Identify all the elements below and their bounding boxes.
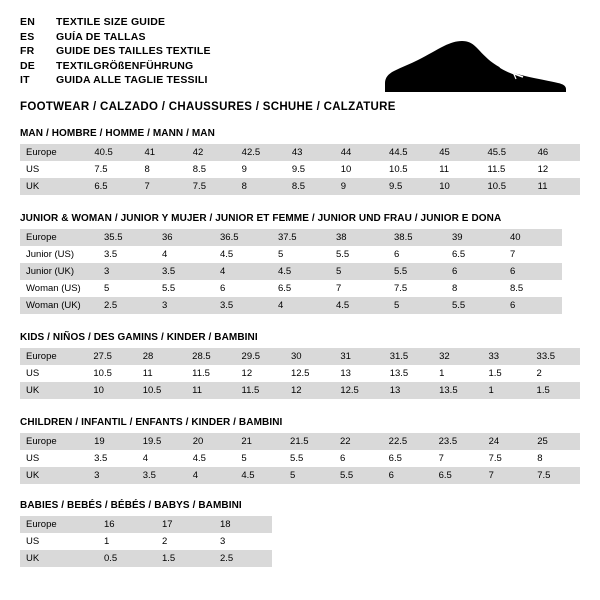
- table-row: [20, 280, 562, 297]
- size-table-kids: [20, 348, 580, 399]
- cell: 42: [187, 144, 236, 161]
- cell: 21: [235, 433, 284, 450]
- cell: 2.5: [98, 297, 156, 314]
- cell: 7: [336, 283, 342, 294]
- cell: 31.5: [384, 348, 433, 365]
- cell: 7.5: [94, 164, 108, 175]
- cell: 44: [335, 144, 383, 161]
- cell: 8: [452, 283, 458, 294]
- cell: 11.5: [487, 164, 506, 175]
- cell: 3: [88, 467, 137, 484]
- cell: 19: [88, 433, 137, 450]
- language-code: DE: [20, 59, 35, 72]
- cell: 13.5: [433, 382, 482, 399]
- cell: 7.5: [531, 467, 580, 484]
- cell: 5.5: [388, 263, 446, 280]
- row-label: UK: [20, 382, 87, 399]
- cell: 17: [156, 516, 214, 533]
- size-table-babies: [20, 516, 272, 567]
- cell: 22.5: [383, 433, 433, 450]
- cell: 4.5: [192, 453, 206, 464]
- table-row: [20, 433, 580, 450]
- cell: 36: [156, 229, 214, 246]
- cell: 4.5: [220, 249, 234, 260]
- table-row: [20, 229, 562, 246]
- cell: 6: [446, 263, 504, 280]
- row-label: US: [26, 453, 40, 464]
- language-code: IT: [20, 74, 30, 86]
- section-babies: [20, 500, 580, 567]
- cell: 42.5: [236, 144, 286, 161]
- cell: 7.5: [187, 178, 236, 195]
- cell: 45.5: [481, 144, 531, 161]
- cell: 9.5: [383, 178, 433, 195]
- row-label: Junior (UK): [20, 263, 98, 280]
- cell: 13: [384, 382, 433, 399]
- cell: 5: [284, 467, 334, 484]
- row-label: US: [26, 536, 40, 547]
- language-list-body: [20, 16, 211, 89]
- row-label: Europe: [20, 144, 88, 161]
- row-label: Europe: [20, 229, 98, 246]
- table-row: [20, 297, 562, 314]
- size-table-children: [20, 433, 580, 484]
- language-text: GUIDE DES TAILLES TEXTILE: [56, 45, 211, 57]
- language-code: EN: [20, 16, 35, 28]
- cell: 6: [220, 283, 226, 294]
- cell: 7: [138, 178, 186, 195]
- cell: 5.5: [334, 467, 383, 484]
- cell: 3: [98, 263, 156, 280]
- cell: 10: [340, 164, 352, 175]
- cell: 6: [504, 263, 562, 280]
- cell: 18: [214, 516, 272, 533]
- cell: 5: [330, 263, 388, 280]
- cell: 27.5: [87, 348, 136, 365]
- cell: 12: [537, 164, 549, 175]
- document-header: [20, 16, 580, 112]
- section-kids: [20, 332, 580, 399]
- cell: 9: [241, 164, 247, 175]
- cell: 3.5: [156, 263, 214, 280]
- cell: 10.5: [389, 164, 408, 175]
- cell: 1.5: [488, 368, 502, 379]
- cell: 3.5: [94, 453, 108, 464]
- dress-shoe-icon: [380, 34, 570, 96]
- cell: 32: [433, 348, 482, 365]
- table-row: [20, 550, 272, 567]
- section-junior-woman: [20, 213, 580, 314]
- section-title: CHILDREN / INFANTIL / ENFANTS / KINDER / BAMBINI: [20, 417, 283, 428]
- cell: 5.5: [290, 453, 304, 464]
- cell: 5.5: [336, 249, 350, 260]
- cell: 12.5: [334, 382, 383, 399]
- cell: 4: [162, 249, 168, 260]
- cell: 3: [156, 297, 214, 314]
- cell: 4.5: [235, 467, 284, 484]
- cell: 0.5: [98, 550, 156, 567]
- cell: 5.5: [162, 283, 176, 294]
- cell: 1.5: [531, 382, 580, 399]
- language-code: ES: [20, 30, 35, 43]
- cell: 5: [241, 453, 247, 464]
- table-row: [20, 144, 580, 161]
- table-row: [20, 348, 580, 365]
- cell: 11: [186, 382, 235, 399]
- language-text: GUÍA DE TALLAS: [56, 30, 146, 43]
- cell: 10: [87, 382, 136, 399]
- cell: 11: [439, 164, 450, 175]
- cell: 46: [532, 144, 580, 161]
- cell: 33: [483, 348, 531, 365]
- cell: 1.5: [156, 550, 214, 567]
- size-table-junior-woman: [20, 229, 562, 314]
- cell: 29.5: [236, 348, 285, 365]
- section-title: JUNIOR & WOMAN / JUNIOR Y MUJER / JUNIOR ET FEMME / JUNIOR UND FRAU / JUNIOR E DONA: [20, 213, 502, 224]
- cell: 44.5: [383, 144, 433, 161]
- cell: 6.5: [433, 467, 483, 484]
- language-row: [20, 31, 211, 46]
- cell: 11.5: [192, 368, 210, 379]
- cell: 8.5: [192, 164, 206, 175]
- cell: 11: [142, 368, 153, 379]
- language-list: [20, 16, 211, 89]
- cell: 3.5: [214, 297, 272, 314]
- cell: 4.5: [272, 263, 330, 280]
- cell: 3.5: [137, 467, 187, 484]
- row-label: US: [26, 164, 40, 175]
- cell: 9: [335, 178, 383, 195]
- cell: 45: [433, 144, 481, 161]
- page-title: FOOTWEAR / CALZADO / CHAUSSURES / SCHUHE / CALZATURE: [20, 100, 396, 113]
- cell: 6: [383, 467, 433, 484]
- language-row: [20, 74, 211, 89]
- cell: 5: [278, 249, 284, 260]
- language-row: [20, 45, 211, 60]
- language-text: TEXTILE SIZE GUIDE: [56, 16, 166, 28]
- cell: 11: [532, 178, 580, 195]
- cell: 6: [504, 297, 562, 314]
- cell: 4: [142, 453, 149, 464]
- cell: 13.5: [389, 368, 409, 379]
- table-row: [20, 516, 272, 533]
- cell: 13: [340, 368, 351, 379]
- cell: 1: [104, 536, 110, 547]
- cell: 6.5: [388, 453, 402, 464]
- row-label: Europe: [20, 516, 98, 533]
- cell: 8: [144, 164, 150, 175]
- cell: 5: [104, 283, 110, 294]
- row-label: Junior (US): [26, 249, 75, 260]
- table-row: [20, 178, 580, 195]
- row-label: Europe: [20, 348, 87, 365]
- cell: 40: [504, 229, 562, 246]
- cell: 8.5: [510, 283, 524, 294]
- cell: 28.5: [186, 348, 235, 365]
- cell: 4: [272, 297, 330, 314]
- cell: 4: [187, 467, 236, 484]
- cell: 6.5: [452, 249, 466, 260]
- row-label: Woman (UK): [20, 297, 98, 314]
- cell: 7.5: [488, 453, 502, 464]
- cell: 5: [388, 297, 446, 314]
- row-label: UK: [20, 467, 88, 484]
- cell: 22: [334, 433, 383, 450]
- cell: 6.5: [278, 283, 292, 294]
- cell: 4.5: [330, 297, 388, 314]
- cell: 20: [187, 433, 236, 450]
- cell: 7: [510, 249, 516, 260]
- cell: 11.5: [236, 382, 285, 399]
- cell: 8: [537, 453, 543, 464]
- cell: 8.5: [286, 178, 335, 195]
- cell: 21.5: [284, 433, 334, 450]
- language-row: [20, 60, 211, 75]
- cell: 35.5: [98, 229, 156, 246]
- table-row: [20, 467, 580, 484]
- cell: 7: [483, 467, 532, 484]
- row-label: Woman (US): [26, 283, 81, 294]
- cell: 43: [286, 144, 335, 161]
- cell: 10.5: [481, 178, 531, 195]
- section-title: BABIES / BEBÉS / BÉBÉS / BABYS / BAMBINI: [20, 500, 242, 511]
- cell: 38.5: [388, 229, 446, 246]
- cell: 33.5: [531, 348, 580, 365]
- table-row: [20, 161, 580, 178]
- table-row: [20, 533, 272, 550]
- cell: 6.5: [88, 178, 138, 195]
- cell: 2: [536, 368, 542, 379]
- cell: 39: [446, 229, 504, 246]
- language-row: [20, 16, 211, 31]
- cell: 9.5: [291, 164, 306, 175]
- cell: 2.5: [214, 550, 272, 567]
- cell: 40.5: [88, 144, 138, 161]
- cell: 8: [236, 178, 286, 195]
- row-label: UK: [20, 550, 98, 567]
- cell: 28: [137, 348, 186, 365]
- cell: 7: [438, 453, 444, 464]
- cell: 7.5: [394, 283, 408, 294]
- cell: 3: [220, 536, 226, 547]
- cell: 23.5: [433, 433, 483, 450]
- cell: 30: [285, 348, 334, 365]
- table-row: [20, 246, 562, 263]
- section-title: MAN / HOMBRE / HOMME / MANN / MAN: [20, 128, 215, 139]
- table-row: [20, 263, 562, 280]
- cell: 38: [330, 229, 388, 246]
- cell: 2: [162, 536, 168, 547]
- cell: 5.5: [446, 297, 504, 314]
- row-label: US: [26, 368, 40, 379]
- language-text: GUIDA ALLE TAGLIE TESSILI: [56, 74, 208, 86]
- cell: 19.5: [137, 433, 187, 450]
- cell: 31: [334, 348, 383, 365]
- table-row: [20, 450, 580, 467]
- cell: 1: [483, 382, 531, 399]
- cell: 4: [214, 263, 272, 280]
- section-man: [20, 128, 580, 195]
- cell: 16: [98, 516, 156, 533]
- table-row: [20, 382, 580, 399]
- table-row: [20, 365, 580, 382]
- section-children: [20, 417, 580, 484]
- cell: 36.5: [214, 229, 272, 246]
- cell: 37.5: [272, 229, 330, 246]
- row-label: Europe: [20, 433, 88, 450]
- section-title: KIDS / NIÑOS / DES GAMINS / KINDER / BAMBINI: [20, 332, 258, 343]
- cell: 3.5: [104, 249, 118, 260]
- cell: 1: [439, 368, 445, 379]
- language-text: TEXTILGRÖßENFÜHRUNG: [56, 59, 194, 72]
- cell: 10.5: [93, 368, 112, 379]
- cell: 10.5: [137, 382, 186, 399]
- cell: 24: [483, 433, 532, 450]
- cell: 12: [241, 368, 253, 379]
- cell: 12: [285, 382, 334, 399]
- size-table-man: [20, 144, 580, 195]
- language-code: FR: [20, 45, 35, 57]
- cell: 12.5: [290, 368, 310, 379]
- cell: 6: [339, 453, 346, 464]
- cell: 41: [138, 144, 186, 161]
- cell: 25: [531, 433, 580, 450]
- cell: 10: [433, 178, 481, 195]
- cell: 6: [394, 249, 400, 260]
- row-label: UK: [20, 178, 88, 195]
